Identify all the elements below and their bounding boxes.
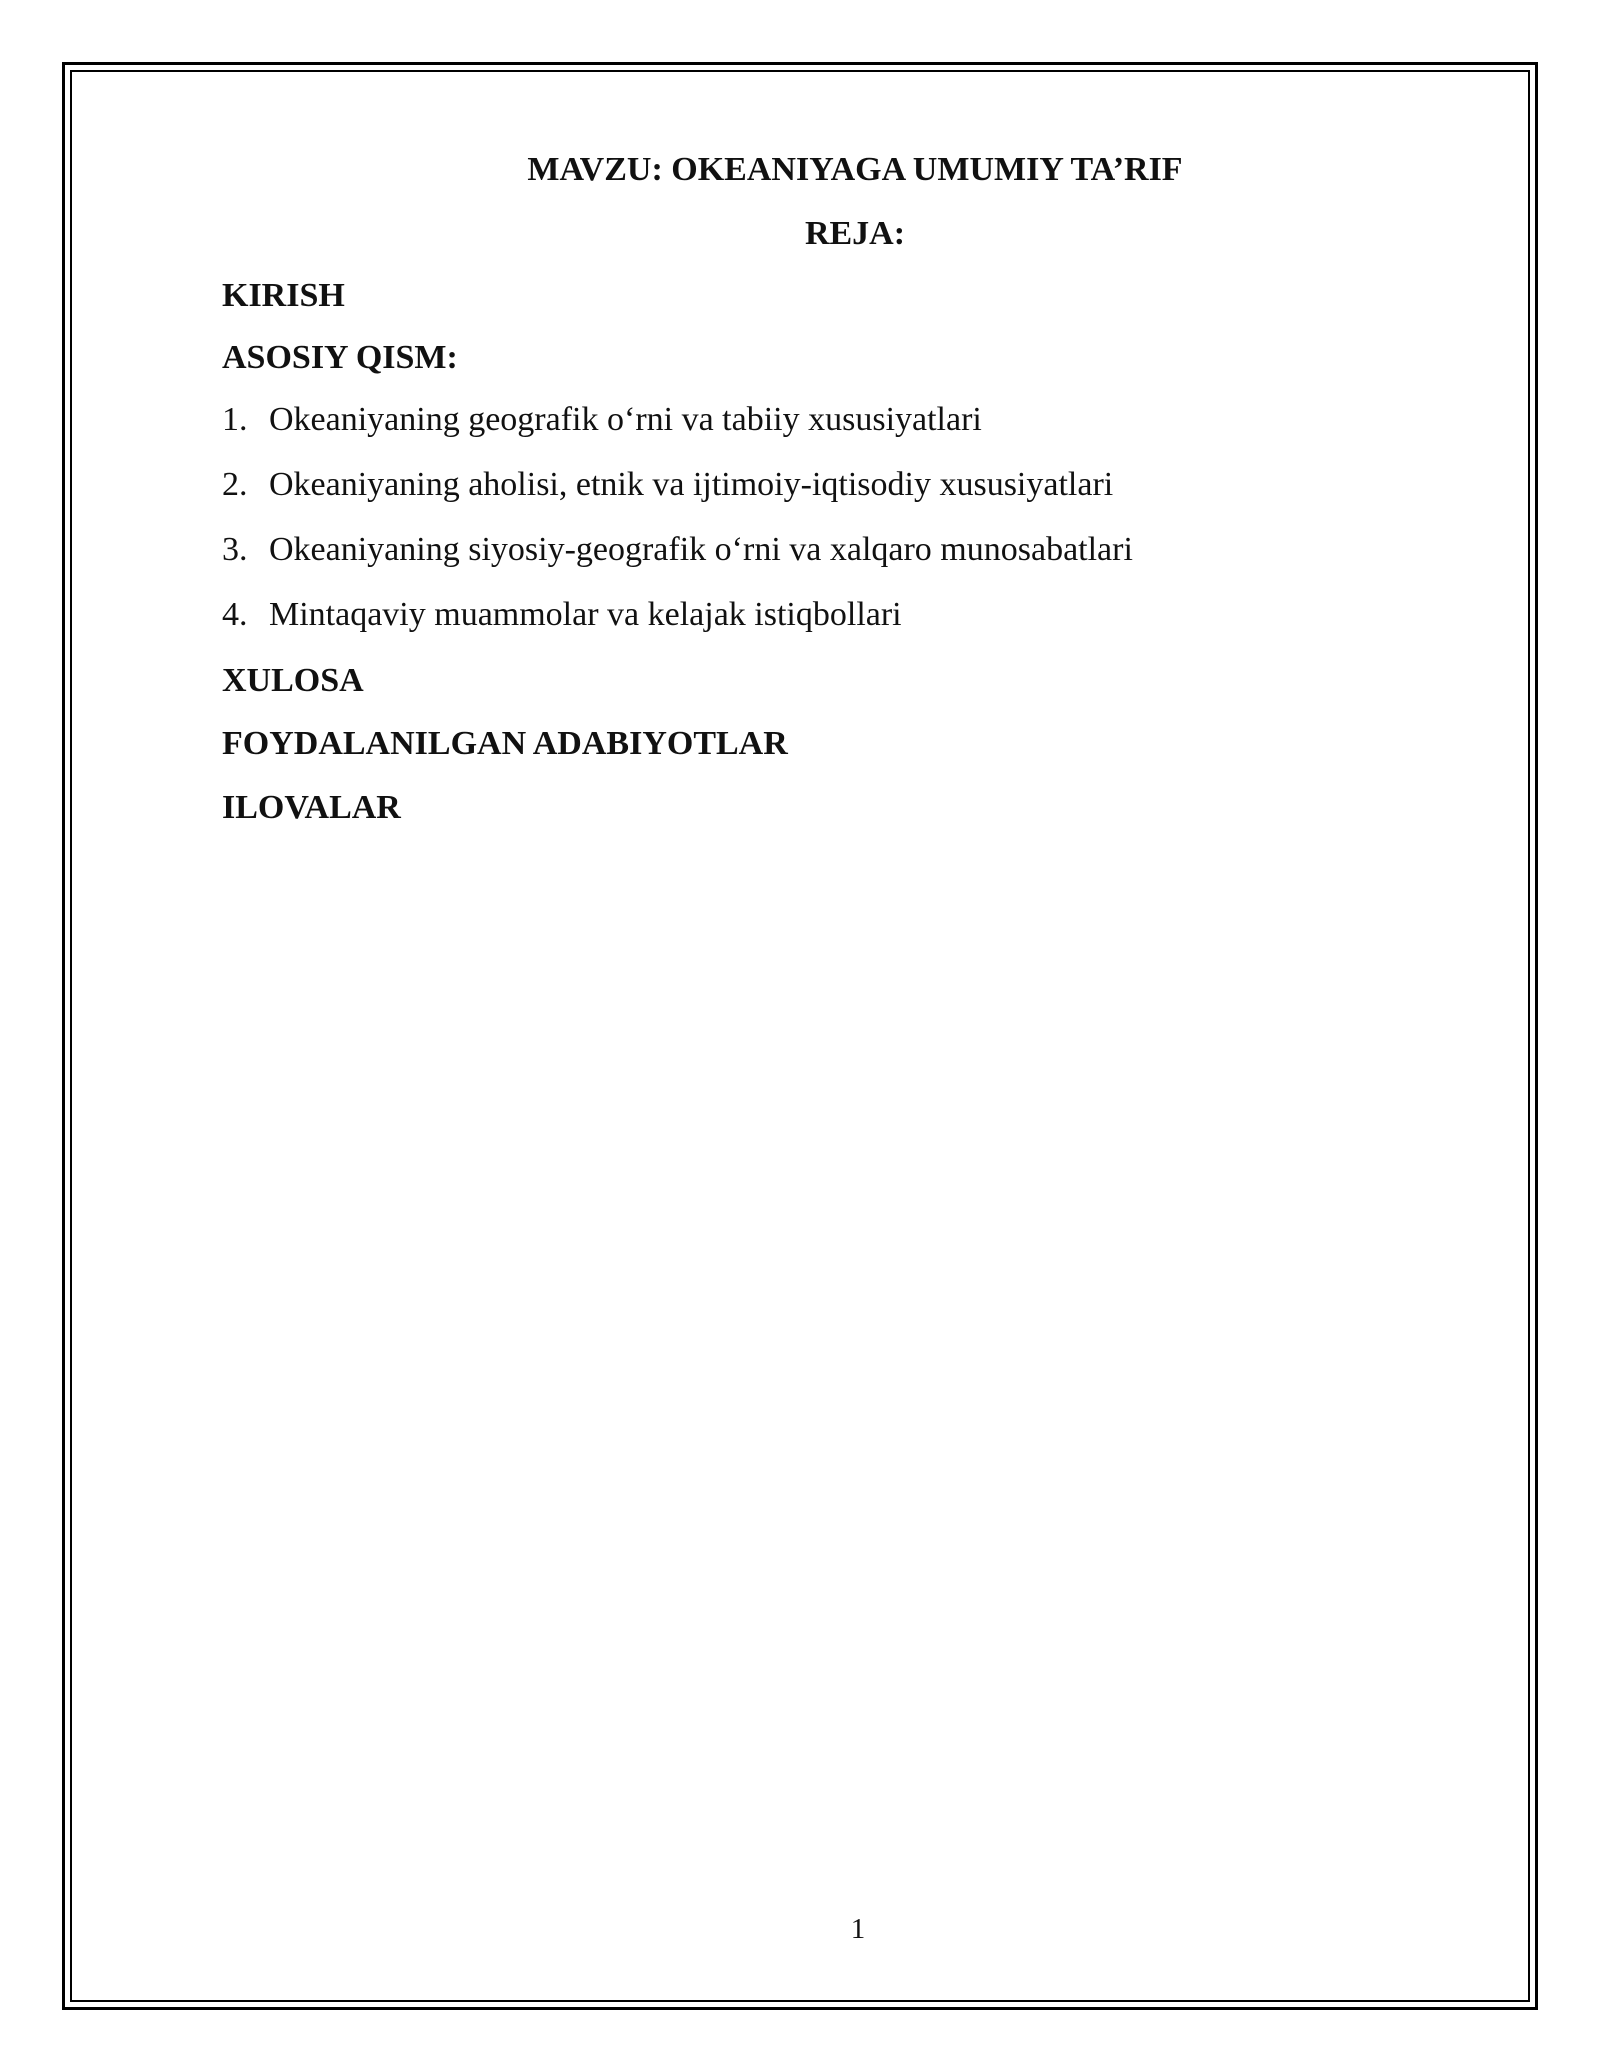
list-item-number: 3.: [222, 531, 248, 568]
list-item: [222, 530, 1133, 595]
list-item-text: Mintaqaviy muammolar va kelajak istiqbollari: [269, 596, 902, 633]
list-item-number: 2.: [222, 466, 248, 503]
list-item-text: Okeaniyaning siyosiy-geografik o‘rni va xalqaro munosabatlari: [269, 531, 1133, 568]
list-item: [222, 400, 1133, 465]
plan-title: REJA:: [804, 215, 906, 252]
main-part-heading: ASOSIY QISM:: [222, 339, 458, 376]
list-item-text: Okeaniyaning aholisi, etnik va ijtimoiy-iqtisodiy xususiyatlari: [269, 466, 1114, 503]
list-item: [222, 595, 1133, 660]
appendices-heading: ILOVALAR: [222, 789, 401, 826]
list-item-number: 4.: [222, 596, 248, 633]
intro-heading: KIRISH: [222, 277, 345, 314]
list-item-text: Okeaniyaning geografik o‘rni va tabiiy xususiyatlari: [269, 401, 982, 438]
document-title: MAVZU: OKEANIYAGA UMUMIY TA’RIF: [527, 151, 1183, 188]
page-number: 1: [850, 1913, 866, 1945]
plan-list: [222, 400, 1133, 660]
list-item-number: 1.: [222, 401, 248, 438]
list-item: [222, 465, 1133, 530]
references-heading: FOYDALANILGAN ADABIYOTLAR: [222, 725, 788, 762]
conclusion-heading: XULOSA: [222, 662, 364, 699]
